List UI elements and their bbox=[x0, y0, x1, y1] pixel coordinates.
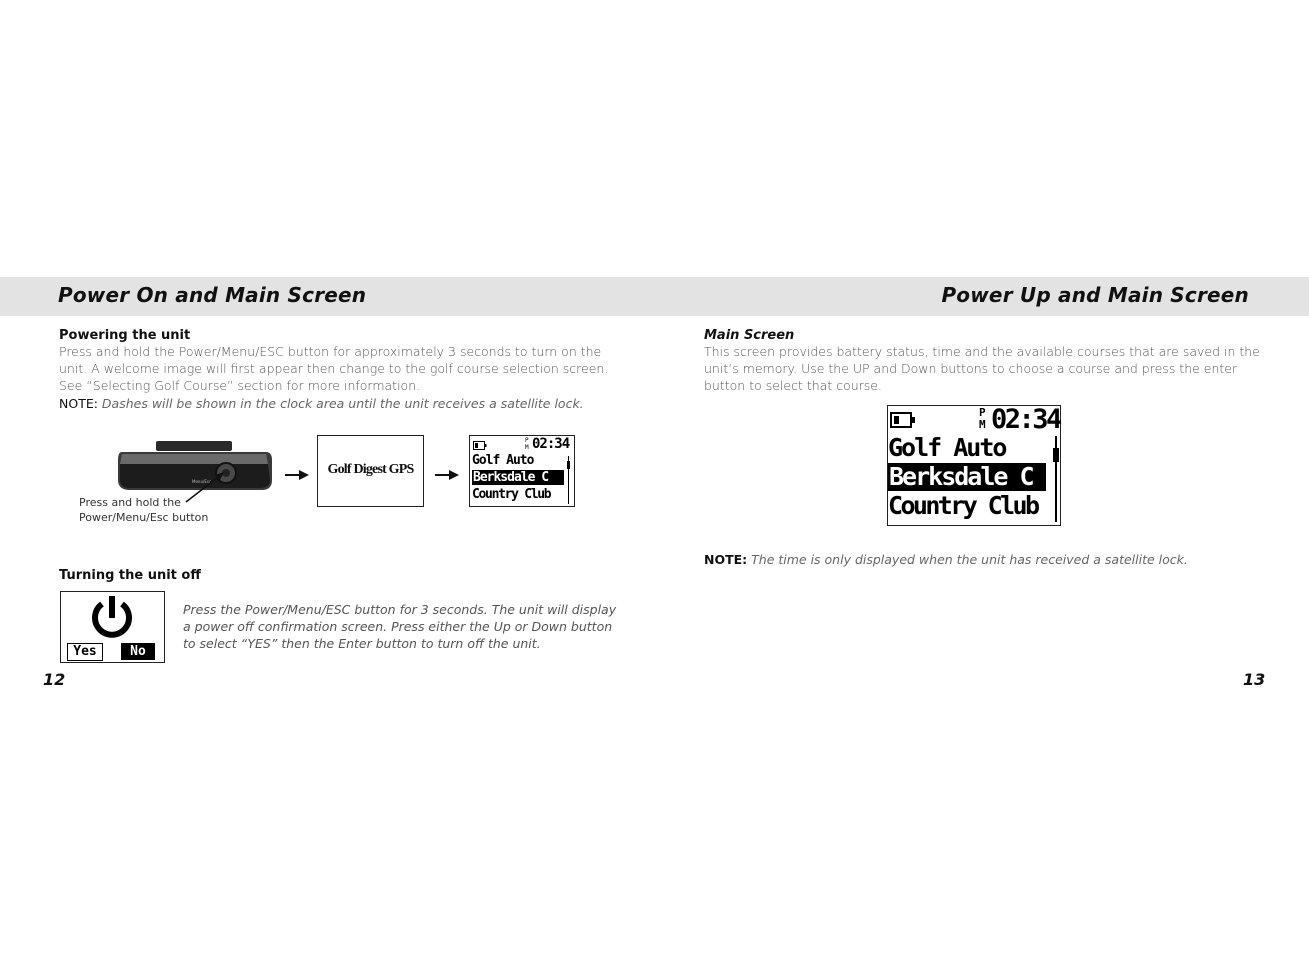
device-label: Menu/Esc bbox=[192, 479, 212, 484]
powering-line-3: See “Selecting Golf Course” section for more information. bbox=[59, 378, 421, 393]
right-note bbox=[704, 551, 1264, 568]
caption-line-2: Power/Menu/Esc button bbox=[79, 511, 209, 524]
power-off-screen bbox=[60, 591, 165, 663]
right-page-title: Power Up and Main Screen bbox=[941, 283, 1249, 307]
main-screen-line-3: button to select that course. bbox=[704, 378, 882, 393]
arrow-right-icon bbox=[285, 474, 307, 476]
main-screen-line-2: unit’s memory. Use the UP and Down buttons to choose a course and press the enter bbox=[704, 361, 1238, 376]
course-row-selected: Berksdale C bbox=[888, 463, 1046, 491]
right-page-number: 13 bbox=[1243, 670, 1266, 689]
arrow-right-icon bbox=[435, 474, 457, 476]
note-text: Dashes will be shown in the clock area until the unit receives a satellite lock. bbox=[101, 396, 584, 411]
main-screen-line-1: This screen provides battery status, time and the available courses that are saved in the bbox=[704, 344, 1260, 359]
large-lcd-screen bbox=[887, 405, 1061, 526]
left-page-number: 12 bbox=[43, 670, 66, 689]
pm-bottom: M bbox=[525, 444, 529, 451]
clock: 02:34 bbox=[991, 404, 1060, 435]
left-page-title: Power On and Main Screen bbox=[58, 283, 367, 307]
pm-indicator bbox=[525, 437, 529, 451]
welcome-text: Golf Digest GPS bbox=[327, 462, 414, 477]
turning-off-line-2: a power off confirmation screen. Press either the Up or Down button bbox=[183, 619, 613, 634]
powering-line-2: unit. A welcome image will first appear then change to the golf course selection screen. bbox=[59, 361, 609, 376]
scrollbar-thumb bbox=[1053, 448, 1059, 462]
pm-top: P bbox=[979, 406, 986, 419]
note-label: NOTE: bbox=[704, 552, 748, 567]
turning-off-body bbox=[183, 601, 623, 652]
course-row: Golf Auto bbox=[472, 453, 534, 468]
powering-note bbox=[59, 395, 639, 412]
turning-off-heading: Turning the unit off bbox=[59, 568, 201, 583]
course-row: Country Club bbox=[472, 487, 551, 502]
device-caption bbox=[79, 495, 208, 525]
no-option: No bbox=[121, 643, 155, 660]
turning-off-line-1: Press the Power/Menu/ESC button for 3 seconds. The unit will display bbox=[183, 602, 617, 617]
pm-bottom: M bbox=[979, 418, 986, 431]
welcome-screen bbox=[317, 435, 424, 507]
course-row-selected: Berksdale C bbox=[472, 470, 564, 485]
powering-line-1: Press and hold the Power/Menu/ESC button for approximately 3 seconds to turn on the bbox=[59, 344, 602, 359]
course-row: Country Club bbox=[888, 491, 1038, 520]
yes-option: Yes bbox=[67, 643, 103, 661]
powering-heading: Powering the unit bbox=[59, 328, 191, 343]
course-row: Golf Auto bbox=[888, 433, 1006, 462]
power-icon bbox=[88, 594, 136, 642]
main-screen-heading: Main Screen bbox=[704, 328, 795, 343]
main-screen-body bbox=[704, 343, 1264, 394]
battery-icon bbox=[473, 441, 487, 450]
pm-indicator bbox=[979, 407, 986, 431]
caption-line-1: Press and hold the bbox=[79, 496, 181, 509]
note-text: The time is only displayed when the unit has received a satellite lock. bbox=[751, 552, 1188, 567]
pm-top: P bbox=[525, 437, 529, 444]
battery-icon bbox=[890, 412, 916, 428]
powering-body bbox=[59, 343, 639, 412]
note-label: NOTE: bbox=[59, 396, 98, 411]
turning-off-line-3: to select “YES” then the Enter button to turn off the unit. bbox=[183, 636, 541, 651]
small-lcd-screen bbox=[469, 435, 575, 507]
clock: 02:34 bbox=[532, 436, 570, 452]
scrollbar-thumb bbox=[567, 461, 570, 469]
